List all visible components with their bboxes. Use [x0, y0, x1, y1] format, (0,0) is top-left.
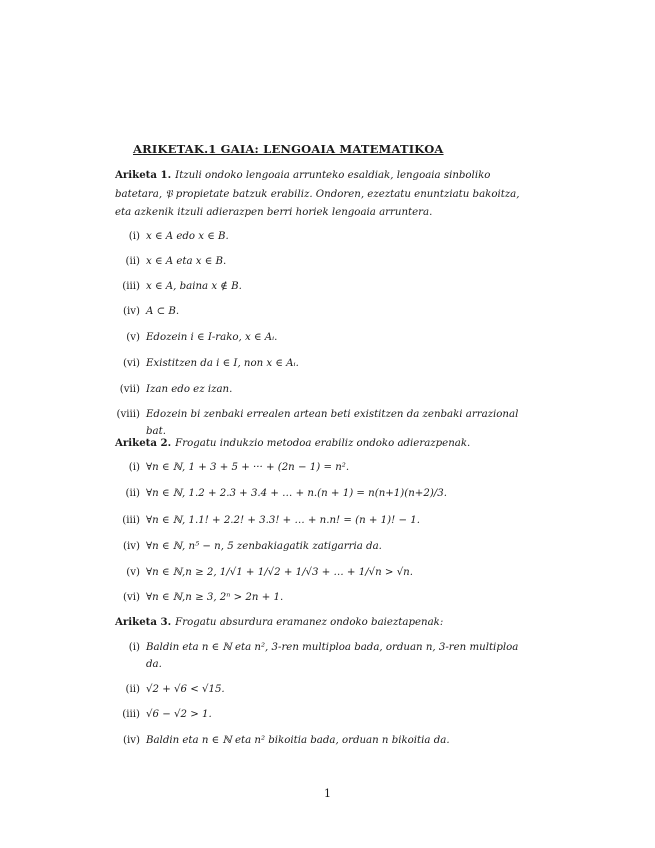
list-item [112, 329, 532, 346]
item-text: ∀n ∈ ℕ, 1.1! + 2.2! + 3.3! + … + n.n! = (n + 1)! − 1. [146, 515, 420, 526]
item-number: (ii) [125, 488, 140, 499]
item-text: Existitzen da i ∈ I, non x ∈ Aᵢ. [146, 358, 299, 369]
item-number: (iii) [122, 709, 140, 720]
item-text: ∀n ∈ ℕ,n ≥ 3, 2ⁿ > 2n + 1. [146, 592, 284, 603]
list-item [112, 589, 532, 606]
item-text: x ∈ A, baina x ∉ B. [146, 281, 242, 292]
item-text: √6 − √2 > 1. [146, 709, 212, 720]
list-item [112, 538, 532, 555]
exercise-1-intro: Itzuli ondoko lengoaia arrunteko esaldiak, lengoaia sinboliko batetara, 𝔓 propietate batzuk erabiliz. Ondoren, ezeztatu enuntziatu bakoitza, eta azkenik itzuli adierazpen berri horiek lengoaia arruntera. [115, 170, 520, 218]
item-number: (i) [128, 462, 140, 473]
item-text: x ∈ A edo x ∈ B. [146, 231, 229, 242]
item-text: Edozein bi zenbaki errealen artean beti existitzen da zenbaki arrazional bat. [146, 409, 519, 437]
item-number: (iv) [123, 306, 140, 317]
exercise-3 [115, 613, 527, 633]
item-text: √2 + √6 < √15. [146, 684, 225, 695]
list-item [112, 732, 532, 749]
item-number: (vi) [123, 592, 140, 603]
item-number: (viii) [116, 409, 140, 420]
item-text: ∀n ∈ ℕ,n ≥ 2, 1/√1 + 1/√2 + 1/√3 + … + 1/√n > √n. [146, 567, 413, 578]
exercise-1-label: Ariketa 1. [115, 169, 172, 181]
item-number: (iii) [122, 515, 140, 526]
item-number: (vii) [119, 384, 140, 395]
item-number: (ii) [125, 256, 140, 267]
exercise-2-label: Ariketa 2. [115, 437, 172, 449]
list-item [112, 381, 532, 398]
item-number: (v) [126, 567, 140, 578]
list-item [112, 278, 532, 295]
item-number: (vi) [123, 358, 140, 369]
exercise-1 [115, 166, 527, 223]
page-number: 1 [324, 787, 331, 800]
list-item [112, 706, 532, 723]
item-text: ∀n ∈ ℕ, n⁵ − n, 5 zenbakiagatik zatigarria da. [146, 541, 382, 552]
item-number: (i) [128, 642, 140, 653]
item-number: (iii) [122, 281, 140, 292]
item-text: Izan edo ez izan. [146, 384, 233, 395]
exercise-2-intro: Frogatu indukzio metodoa erabiliz ondoko adierazpenak. [175, 438, 471, 449]
item-text: Edozein i ∈ I-rako, x ∈ Aᵢ. [146, 332, 278, 343]
list-item [112, 355, 532, 372]
list-item [112, 639, 532, 673]
list-item [112, 228, 532, 245]
item-text: ∀n ∈ ℕ, 1.2 + 2.3 + 3.4 + … + n.(n + 1) = n(n+1)(n+2)/3. [146, 488, 447, 499]
list-item [112, 485, 532, 502]
item-number: (iv) [123, 541, 140, 552]
exercise-3-label: Ariketa 3. [115, 616, 172, 628]
list-item [112, 459, 532, 476]
item-number: (i) [128, 231, 140, 242]
item-number: (iv) [123, 735, 140, 746]
item-text: Baldin eta n ∈ ℕ eta n², 3-ren multiploa bada, orduan n, 3-ren multiploa da. [146, 642, 519, 670]
item-text: Baldin eta n ∈ ℕ eta n² bikoitia bada, orduan n bikoitia da. [146, 735, 450, 746]
page-title: ARIKETAK.1 GAIA: LENGOAIA MATEMATIKOA [133, 142, 444, 156]
list-item [112, 681, 532, 698]
exercise-3-intro: Frogatu absurdura eramanez ondoko baieztapenak: [175, 617, 444, 628]
item-text: x ∈ A eta x ∈ B. [146, 256, 227, 267]
list-item [112, 512, 532, 529]
item-number: (ii) [125, 684, 140, 695]
exercise-2 [115, 434, 527, 454]
item-number: (v) [126, 332, 140, 343]
list-item [112, 303, 532, 320]
item-text: ∀n ∈ ℕ, 1 + 3 + 5 + ··· + (2n − 1) = n². [146, 462, 350, 473]
list-item [112, 564, 532, 581]
list-item [112, 253, 532, 270]
item-text: A ⊂ B. [146, 306, 180, 317]
